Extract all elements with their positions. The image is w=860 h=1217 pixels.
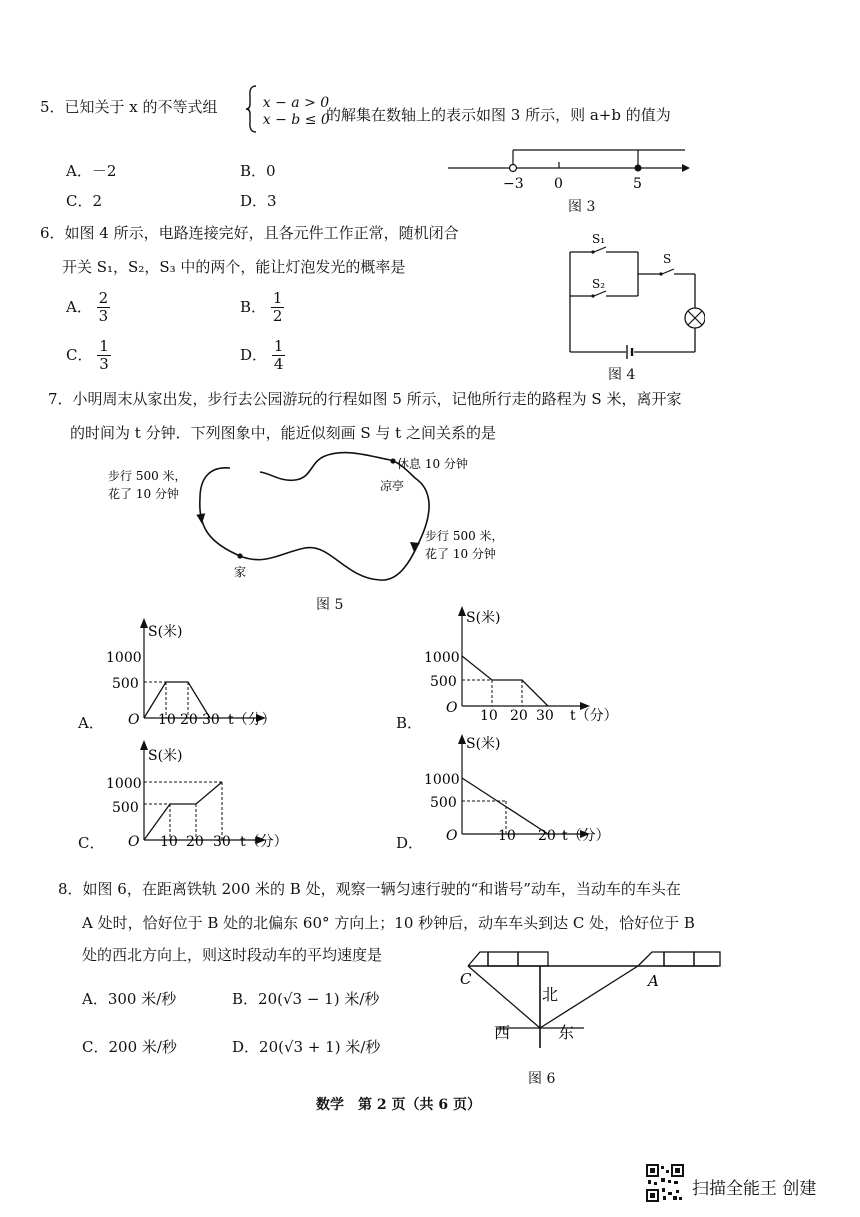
q7-graph-c	[100, 740, 300, 852]
watermark-text: 扫描全能王 创建	[692, 1179, 817, 1199]
figure-5-caption: 图 5	[316, 597, 344, 613]
svg-text:t（分）: t（分）	[570, 708, 618, 724]
nl-label-neg3: −3	[503, 176, 524, 192]
q7-option-b-label: B．	[396, 714, 423, 732]
q5-ineq1: x − a > 0	[262, 94, 330, 111]
q7-line1: 7．小明周末从家出发，步行去公园游玩的行程如图 5 所示，记他所行走的路程为 S 米，离开家	[48, 390, 682, 408]
q7-line2: 的时间为 t 分钟．下列图象中，能近似刻画 S 与 t 之间关系的是	[70, 424, 496, 442]
svg-text:500: 500	[430, 674, 457, 690]
map-label-walk-left-1: 步行 500 米，	[108, 469, 187, 483]
svg-text:t（分）: t（分）	[228, 712, 276, 728]
q7-option-a-label: A．	[78, 714, 104, 732]
figure-5-route-map	[100, 448, 520, 588]
fig6-label-north: 北	[542, 985, 559, 1004]
brace-icon	[244, 84, 258, 134]
map-label-pavilion: 凉亭	[380, 479, 405, 493]
map-label-home: 家	[234, 565, 247, 579]
fig6-label-east: 东	[558, 1023, 575, 1042]
q6-option-c: C． $\frac{1}{3}$	[66, 337, 109, 374]
map-label-rest: 休息 10 分钟	[397, 457, 468, 471]
qr-code-icon	[646, 1164, 684, 1206]
svg-text:30: 30	[213, 834, 231, 850]
svg-text:O: O	[128, 834, 140, 850]
fig6-label-west: 西	[494, 1023, 511, 1042]
figure-6-train-diagram	[448, 940, 728, 1060]
svg-text:1000: 1000	[424, 772, 460, 788]
q5-inequality-system	[244, 84, 330, 148]
svg-text:O: O	[446, 700, 458, 716]
svg-text:10: 10	[498, 828, 516, 844]
q7-graph-d	[418, 734, 628, 850]
q5-option-a: A．－2	[66, 162, 117, 180]
svg-text:O: O	[128, 712, 140, 728]
svg-text:1000: 1000	[106, 650, 142, 666]
q6-option-d: D． $\frac{1}{4}$	[240, 337, 284, 374]
figure-3-number-line	[440, 140, 690, 196]
map-label-walk-left-2: 花了 10 分钟	[108, 487, 179, 501]
q8-option-b: B．20(√3 − 1) 米/秒	[232, 990, 380, 1008]
q5-option-d: D．3	[240, 192, 277, 210]
fig6-label-c: C	[460, 970, 472, 988]
svg-text:S(米): S(米)	[466, 610, 501, 626]
figure-3-caption: 图 3	[568, 199, 596, 215]
page-footer: 数学 第 2 页（共 6 页）	[316, 1097, 481, 1113]
q5-option-b: B．0	[240, 162, 276, 180]
svg-text:500: 500	[112, 676, 139, 692]
q8-line3: 处的西北方向上，则这时段动车的平均速度是	[82, 946, 383, 964]
svg-text:20: 20	[538, 828, 556, 844]
q8-line2: A 处时，恰好位于 B 处的北偏东 60° 方向上；10 秒钟后，动车车头到达 C 处，恰好位于 B	[82, 914, 695, 932]
q8-line1: 8．如图 6，在距离铁轨 200 米的 B 处，观察一辆匀速行驶的“和谐号”动车，当动车的车头在	[58, 880, 681, 898]
q8-option-d: D．20(√3 + 1) 米/秒	[232, 1038, 381, 1056]
switch-label-s1: S₁	[592, 232, 606, 246]
q5-stem	[40, 96, 218, 117]
svg-text:500: 500	[112, 800, 139, 816]
q7-option-d-label: D．	[396, 834, 424, 852]
svg-text:O: O	[446, 828, 458, 844]
figure-6-caption: 图 6	[528, 1071, 556, 1087]
svg-text:1000: 1000	[106, 776, 142, 792]
q5-ineq2: x − b ≤ 0	[262, 112, 330, 128]
q6-option-a: A． $\frac{2}{3}$	[66, 289, 109, 326]
svg-text:500: 500	[430, 795, 457, 811]
fig6-label-a: A	[648, 972, 659, 990]
map-label-walk-right-2: 花了 10 分钟	[425, 547, 496, 561]
svg-text:20: 20	[186, 834, 204, 850]
figure-4-caption: 图 4	[608, 367, 636, 383]
svg-text:t（分）: t（分）	[240, 834, 288, 850]
q7-graph-b	[418, 606, 628, 728]
q8-option-a: A．300 米/秒	[82, 990, 177, 1008]
q5-stem-after: 的解集在数轴上的表示如图 3 所示，则 a+b 的值为	[326, 106, 671, 124]
switch-label-s2: S₂	[592, 277, 606, 291]
svg-text:30: 30	[536, 708, 554, 724]
q8-option-c: C．200 米/秒	[82, 1038, 177, 1056]
nl-label-5: 5	[633, 176, 642, 192]
nl-label-0: 0	[554, 176, 563, 192]
map-label-walk-right-1: 步行 500 米，	[425, 529, 504, 543]
svg-text:10: 10	[158, 712, 176, 728]
svg-text:S(米): S(米)	[148, 624, 183, 640]
q6-option-b: B． $\frac{1}{2}$	[240, 289, 283, 326]
q6-line2: 开关 S₁，S₂，S₃ 中的两个，能让灯泡发光的概率是	[62, 258, 406, 276]
q5-option-c: C．2	[66, 192, 103, 210]
svg-text:S(米): S(米)	[148, 748, 183, 764]
q7-graph-a	[100, 618, 300, 730]
q7-option-c-label: C．	[78, 834, 105, 852]
svg-text:20: 20	[180, 712, 198, 728]
q5-stem-before: 5．已知关于 x 的不等式组	[40, 98, 218, 116]
svg-text:20: 20	[510, 708, 528, 724]
figure-4-circuit	[560, 230, 705, 360]
svg-text:30: 30	[202, 712, 220, 728]
switch-label-s: S	[663, 252, 672, 266]
q6-line1: 6．如图 4 所示，电路连接完好，且各元件工作正常，随机闭合	[40, 224, 459, 242]
svg-text:1000: 1000	[424, 650, 460, 666]
svg-text:10: 10	[480, 708, 498, 724]
svg-text:S(米): S(米)	[466, 736, 501, 752]
svg-text:10: 10	[160, 834, 178, 850]
svg-text:t（分）: t（分）	[562, 828, 610, 844]
